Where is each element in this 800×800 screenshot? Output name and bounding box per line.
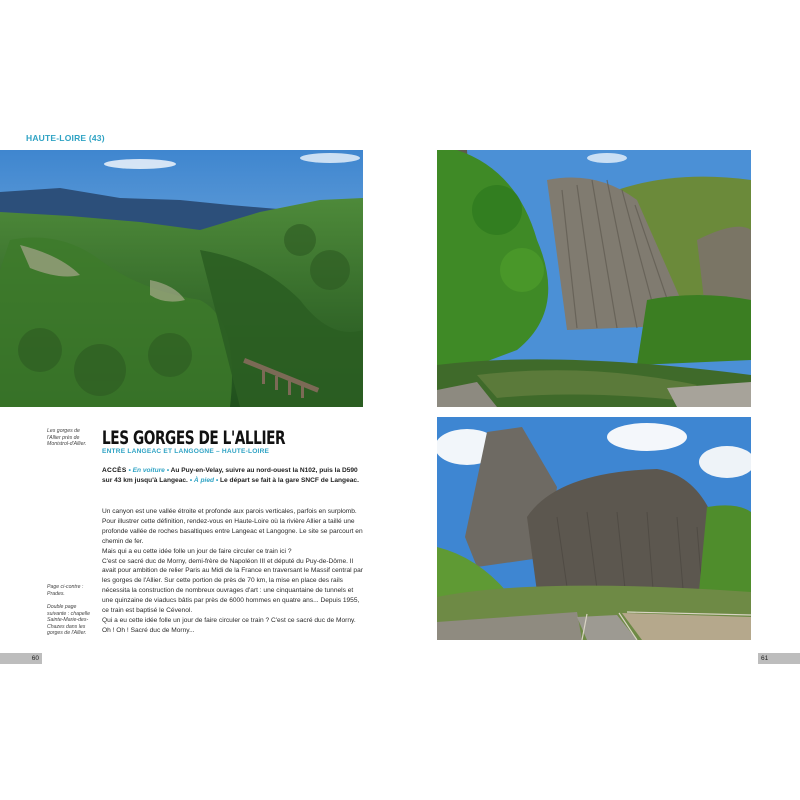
paragraph: C'est ce sacré duc de Morny, demi-frère de Napoléon III et député du Puy-de-Dôme. Il avait pour ambition de relier Paris au Midi de la France en traversant le Massif central par les gorges de l'Allier. Sur cette portion de près de 70 km, la mise en place des rails nécessita la construction de nombreux ouvrages d'art : une cinquantaine de tunnels et une quinzaine de viaducs bâtis par près de 6000 hommes en quatre ans... Depuis 1955, ce train est baptisé le Cévenol. xyxy=(102,557,363,615)
photo-basalt-columns xyxy=(437,150,751,407)
article-body xyxy=(102,507,366,636)
access-info xyxy=(102,466,364,486)
car-bullet-after: • xyxy=(166,467,169,474)
foot-bullet-after: • xyxy=(215,477,219,484)
paragraph: Qui a eu cette idée folle un jour de faire circuler ce train ? C'est ce sacré duc de Morny. Oh ! Oh ! Sacré duc de Morny... xyxy=(102,616,356,634)
page-number-right: 61 xyxy=(758,653,800,664)
paragraph: Un canyon est une vallée étroite et profonde aux parois verticales, parfois en surplomb. Pour illustrer cette définition, rendez-vous en Haute-Loire où la rivière Allier a taillé une profonde vallée de roches basaltiques entre Langeac et Langogne. Le site se parcourt en chemin de fer. xyxy=(102,508,363,545)
section-header: HAUTE-LOIRE (43) xyxy=(26,133,105,143)
page-number-left: 60 xyxy=(0,653,42,664)
photo-gorges-viaduct xyxy=(0,150,363,407)
caption-right-page: Page ci-contre : Prades. xyxy=(47,584,84,597)
article-subtitle: ENTRE LANGEAC ET LANGOGNE – HAUTE-LOIRE xyxy=(102,448,270,455)
paragraph: Mais qui a eu cette idée folle un jour de faire circuler ce train ici ? xyxy=(102,547,292,555)
foot-label: À pied xyxy=(193,477,215,484)
car-bullet: • xyxy=(128,467,131,474)
foot-directions: Le départ se fait à la gare SNCF de Langeac. xyxy=(220,477,359,484)
article-title: LES GORGES DE L'ALLIER xyxy=(102,427,286,449)
car-label: En voiture xyxy=(132,467,165,474)
access-label: ACCÈS xyxy=(102,467,127,474)
photo-prades-rock xyxy=(437,417,751,640)
caption-next-page: Double page suivante : chapelle Sainte-Marie-des-Chazes dans les gorges de l'Allier. xyxy=(47,604,90,637)
foot-bullet: • xyxy=(189,477,193,484)
caption-top-photo: Les gorges de l'Allier près de Monistrol-d'Allier. xyxy=(47,428,87,448)
car-directions: Au Puy-en-Velay, suivre au nord-ouest la N102, puis la D590 sur 43 km jusqu'à Langeac. xyxy=(102,467,358,484)
